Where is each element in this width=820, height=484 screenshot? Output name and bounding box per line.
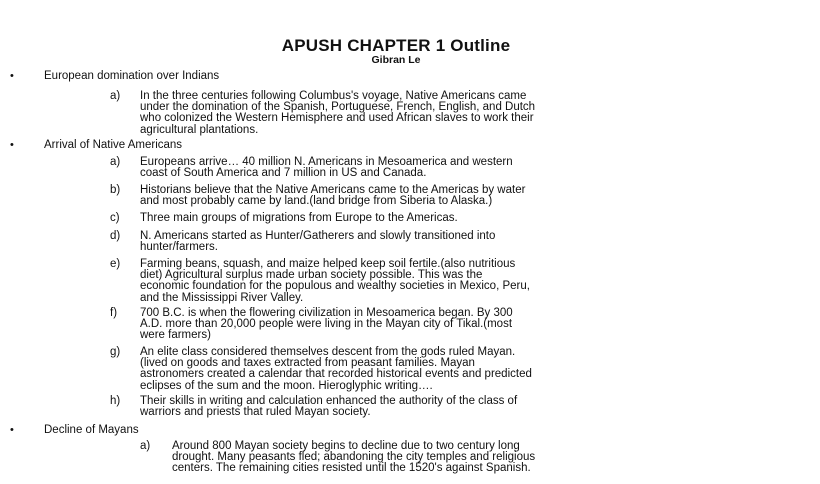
item-text: Farming beans, squash, and maize helped keep soil fertile.(also nutritious diet) Agricultural surplus made urban society possible. This was the economic foundation for the populous and wealthy societies in Mexico, Peru, and the Mississippi River Valley.: [140, 258, 530, 304]
item-marker: f): [110, 307, 118, 319]
section-title: European domination over Indians: [44, 70, 220, 82]
bullet-icon: •: [10, 70, 14, 82]
item-text: N. Americans started as Hunter/Gatherers and slowly transitioned into hunter/farmers.: [140, 230, 496, 254]
bullet-icon: •: [10, 139, 14, 151]
item-text: Historians believe that the Native Americans came to the Americas by water and most probably came by land.(land bridge from Siberia to Alaska.): [140, 184, 526, 208]
section-title: Arrival of Native Americans: [44, 139, 183, 151]
item-text: 700 B.C. is when the flowering civilization in Mesoamerica began. By 300 A.D. more than 20,000 people were living in the Mayan city of Tikal.(most were farmers): [140, 307, 513, 342]
section-title: Decline of Mayans: [44, 424, 139, 436]
item-marker: c): [110, 212, 120, 224]
item-marker: a): [110, 90, 121, 102]
document-author: Gibran Le: [371, 54, 421, 66]
item-text: Their skills in writing and calculation enhanced the authority of the class of warriors and priests that ruled Mayan society.: [140, 395, 518, 419]
item-marker: b): [110, 184, 121, 196]
item-text: In the three centuries following Columbus's voyage, Native Americans came under the domination of the Spanish, Portuguese, French, English, and Dutch who colonized the Western Hemisphere and used African slaves to work their agricultural plantations.: [140, 90, 536, 136]
document-title: APUSH CHAPTER 1 Outline: [281, 36, 511, 55]
item-text: Europeans arrive… 40 million N. Americans in Mesoamerica and western coast of South America and 7 million in US and Canada.: [140, 156, 513, 180]
item-text: Three main groups of migrations from Europe to the Americas.: [140, 212, 458, 224]
bullet-icon: •: [10, 424, 14, 436]
item-marker: d): [110, 230, 121, 242]
item-marker: a): [140, 440, 151, 452]
item-marker: h): [110, 395, 121, 407]
item-marker: a): [110, 156, 121, 168]
item-text: An elite class considered themselves descent from the gods ruled Mayan. (lived on goods and taxes extracted from peasant families. Mayan astronomers created a calendar that recorded historical events and predicted eclipses of the sum and the moon. Hieroglyphic writing….: [140, 346, 532, 392]
item-text: Around 800 Mayan society begins to decline due to two century long drought. Many peasants fled; abandoning the city temples and religious centers. The remaining cities resisted until the 1520's against Spanish.: [172, 440, 536, 475]
item-marker: e): [110, 258, 121, 270]
item-marker: g): [110, 346, 121, 358]
